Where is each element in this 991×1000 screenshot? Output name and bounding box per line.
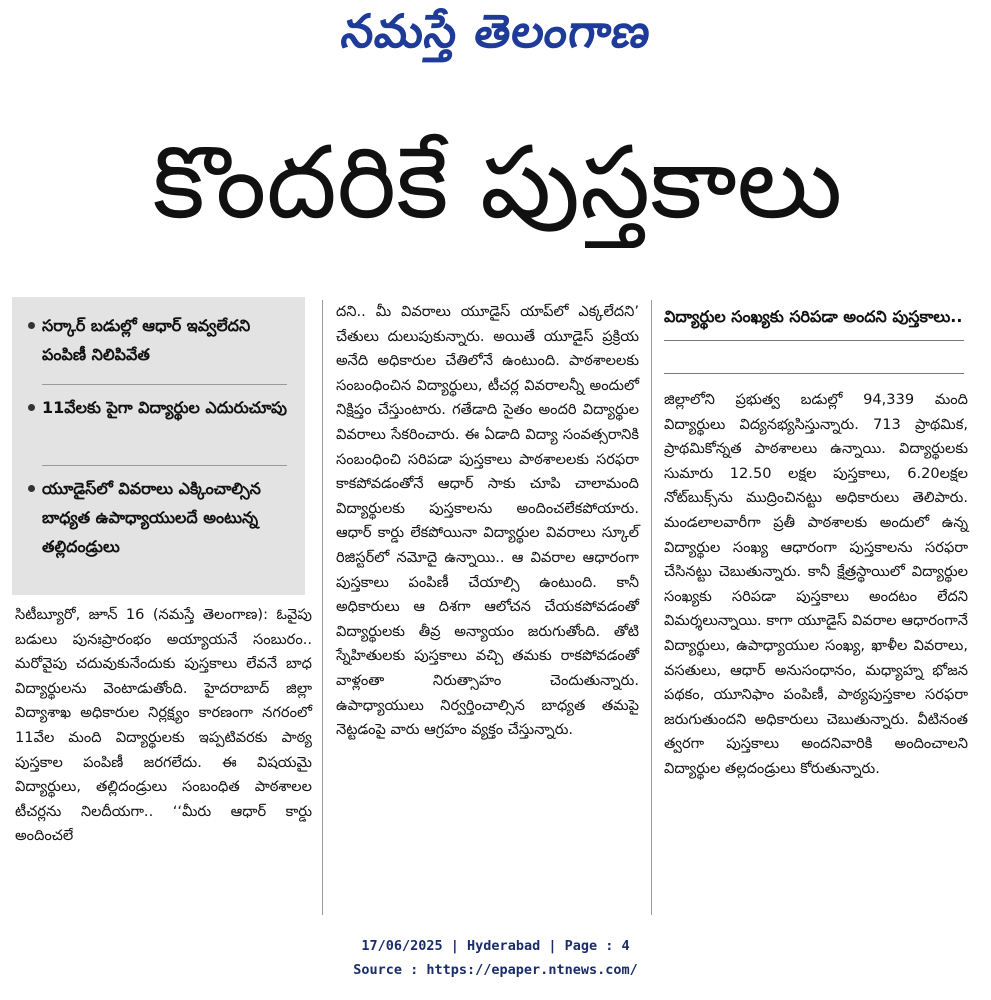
bullet-icon [28, 485, 35, 492]
masthead-title: నమస్తే తెలంగాణ [337, 4, 655, 58]
highlights-box [12, 297, 305, 595]
highlight-divider [42, 465, 287, 466]
column-text: సిటీబ్యూరో, జూన్ 16 (నమస్తే తెలంగాణ): ఓవైపు బడులు పునఃప్రారంభం అయ్యాయనే సంబురం.. మరోవైపు చదువుకునేందుకు పుస్తకాలు లేవనే బాధ విద్యార్థులను వెంటాడుతోంది. హైదరాబాద్ జిల్లా విద్యాశాఖ అధికారుల నిర్లక్ష్యం కారణంగా నగరంలో 11వేల మంది విద్యార్థులకు ఇప్పటివరకు పాఠ్య పుస్తకాల పంపిణీ జరగలేదు. ఈ విషయమై విద్యార్థులు, తల్లిదండ్రులు సంబంధిత పాఠశాలల టీచర్లను నిలదీయగా.. ‘‘మీరు ఆధార్ కార్డు అందించలే [15, 606, 312, 845]
subheading: విద్యార్థుల సంఖ్యకు సరిపడా అందని పుస్తకాలు.. [664, 307, 963, 326]
bullet-icon [28, 322, 35, 329]
subheading-divider [664, 373, 964, 374]
subheading-divider [664, 340, 964, 341]
article-column-1 [15, 603, 312, 849]
column-divider [322, 300, 323, 915]
highlight-item [28, 393, 298, 422]
article-column-3 [664, 388, 968, 782]
column-text: జిల్లాలోని ప్రభుత్వ బడుల్లో 94,339 మంది విద్యార్థులు విద్యనభ్యసిస్తున్నారు. 713 ప్రాథమిక, ప్రాథమికోన్నత పాఠశాలలు ఉన్నాయి. విద్యార్థులకు సుమారు 12.50 లక్షల పుస్తకాలు, 6.20లక్షల నోట్‌బుక్స్‌ను ముద్రించినట్టు అధికారులు తెలిపారు. మండలాలవారీగా ప్రతీ పాఠశాలకు అందులో ఉన్న విద్యార్థుల సంఖ్య ఆధారంగా పుస్తకాలను సరఫరా చేసినట్టు చెబుతున్నారు. కానీ క్షేత్రస్థాయిలో విద్యార్థుల సంఖ్యకు సరిపడా పుస్తకాలు అందటం లేదని విమర్శలున్నాయి. కాగా యూడైస్ వివరాల ఆధారంగానే విద్యార్థులు, ఉపాధ్యాయుల సంఖ్య, ఖాళీల వివరాలు, వసతులు, ఆధార్ అనుసంధానం, మధ్యాహ్న భోజన పథకం, యూనిఫాం పంపిణీ, పాఠ్యపుస్తకాల సరఫరా జరుగుతుందని అధికారులు చెబుతున్నారు. వీటినంత త్వరగా పుస్తకాలు అందనివారికి అందించాలని విద్యార్థుల తల్లదండ్రులు కోరుతున్నారు. [664, 391, 968, 777]
footer-dateline: 17/06/2025 | Hyderabad | Page : 4 [361, 938, 630, 954]
highlight-text: 11వేలకు పైగా విద్యార్థుల ఎదురుచూపు [42, 398, 287, 417]
footer-source: Source : https://epaper.ntnews.com/ [353, 962, 638, 978]
bullet-icon [28, 404, 35, 411]
article-column-2 [336, 300, 639, 743]
highlight-text: యూడైస్‌లో వివరాలు ఎక్కించాల్సిన బాధ్యత ఉపాధ్యాయులదే అంటున్న తల్లిదండ్రులు [42, 479, 261, 556]
highlight-item [28, 311, 298, 369]
column-divider [651, 300, 652, 915]
highlight-item [28, 474, 298, 561]
article-headline: కొందరికే పుస్తకాలు [152, 124, 843, 241]
highlight-text: సర్కార్ బడుల్లో ఆధార్ ఇవ్వలేదని పంపిణీ నిలిపివేత [42, 316, 251, 364]
newspaper-masthead [0, 0, 991, 72]
highlight-divider [42, 384, 287, 385]
column-text: దని.. మీ వివరాలు యూడైస్ యాప్‌లో ఎక్కలేదని’ చేతులు దులుపుకున్నారు. అయితే యూడైస్ ప్రక్రియ అనేది అధికారుల చేతిలోనే ఉంటుంది. పాఠశాలలకు సంబంధించిన విద్యార్థులు, టీచర్ల వివరాలన్నీ అందులో నిక్షిప్తం చేస్తుంటారు. గతేడాది సైతం అందరి విద్యార్థుల వివరాలు సేకరించారు. ఈ ఏడాది విద్యా సంవత్సరానికి సంబంధించి సరిపడా పుస్తకాలు పాఠశాలలకు సరఫరా కాకపోవడంతోనే ఆధార్ సాకు చూపి చాలామంది విద్యార్థులకు పుస్తకాలను అందించలేకపోయారు. ఆధార్ కార్డు లేకపోయినా విద్యార్థుల వివరాలు స్కూల్ రిజిస్టర్‌లో నమోదై ఉన్నాయి.. ఆ వివరాల ఆధారంగా పుస్తకాలు పంపిణీ చేయాల్సి ఉంటుంది. కానీ అధికారులు ఆ దిశగా ఆలోచన చేయకపోవడంతో విద్యార్థులకు తీవ్ర అన్యాయం జరుగుతోంది. తోటి స్నేహితులకు పుస్తకాలు వచ్చి తమకు రాకపోవడంతో వాళ్లంతా నిరుత్సాహం చెందుతున్నారు. ఉపాధ్యాయులు నిర్వర్తించాల్సిన బాధ్యత తమపై నెట్టడంపై వారు ఆగ్రహం వ్యక్తం చేస్తున్నారు. [336, 303, 639, 739]
